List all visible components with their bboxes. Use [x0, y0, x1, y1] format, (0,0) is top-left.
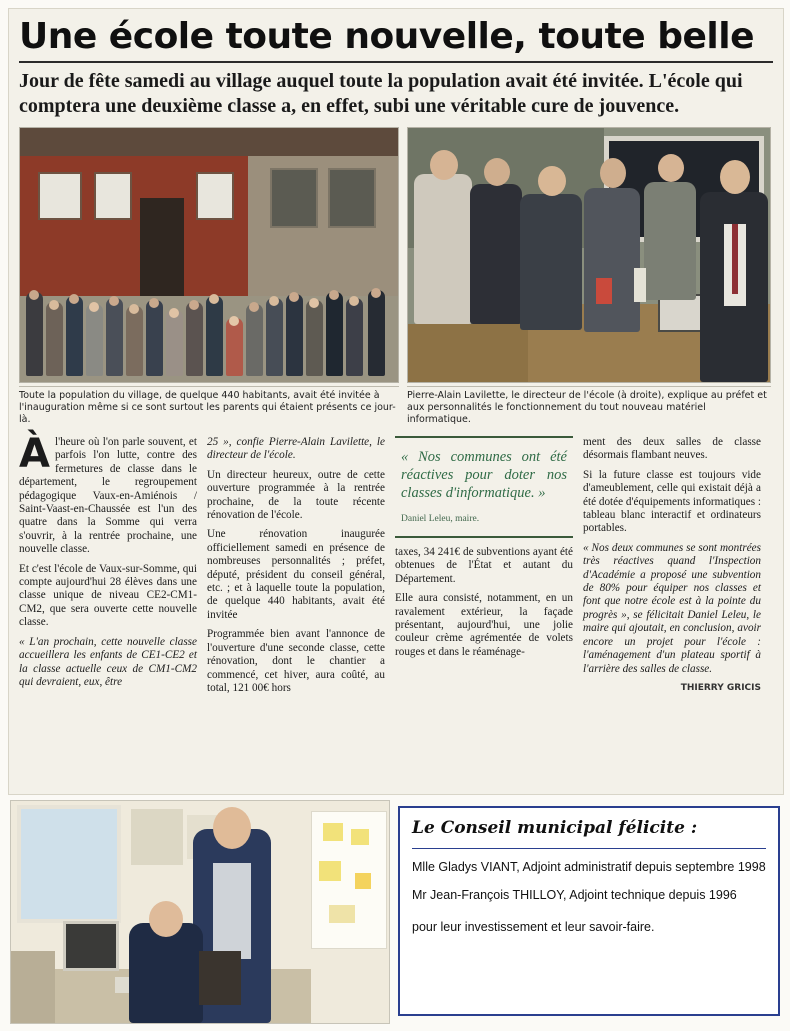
paragraph: 25 », confie Pierre-Alain Lavilette, le directeur de l'école. [207, 436, 385, 462]
paragraph: taxes, 34 241€ de subventions ayant été obtenues de l'État et autant du Département. [395, 546, 573, 585]
standfirst: Jour de fête samedi au village auquel toute la population avait été invitée. L'école qui comptera une deuxième classe a, en effet, subi une véritable cure de jouvence. [19, 70, 743, 117]
photo-row [19, 127, 773, 426]
council-person-1: Mlle Gladys VIANT, Adjoint administratif depuis septembre 1998 [412, 860, 766, 874]
article-column-2 [207, 436, 385, 701]
paragraph: Programmée bien avant l'annonce de l'ouverture d'une seconde classe, cette rénovation, dont le chantier a commencé, cet hiver, aura coûté, au total, 121 00€ hors [207, 628, 385, 694]
photo-block-right [407, 127, 771, 426]
council-divider [412, 848, 766, 849]
council-person-2: Mr Jean-François THILLOY, Adjoint technique depuis 1996 [412, 888, 737, 902]
article-columns [19, 431, 773, 701]
pull-quote-text: « Nos communes ont été réactives pour doter nos classes d'informatique. » [401, 449, 567, 501]
newspaper-clipping [8, 8, 784, 795]
photo-block-left [19, 127, 399, 426]
council-closing-note: pour leur investissement et leur savoir-faire. [412, 920, 655, 934]
council-congratulations-box [398, 806, 780, 1016]
photo-classroom-demo [407, 127, 771, 383]
paragraph: ment des deux salles de classe désormais flambant neuves. [583, 436, 761, 462]
paragraph: Une rénovation inaugurée officiellement samedi en présence de nombreuses personnalités ; préfet, député, président du conseil général, etc. ; et à laquelle toute la population, de quelque 440 habitants, avait été invitée [207, 528, 385, 621]
pull-quote [395, 436, 573, 538]
paragraph: Un directeur heureux, outre de cette ouverture programmée à la rentrée prochaine, de la toute récente rénovation de l'école. [207, 468, 385, 522]
pull-quote-attribution: Daniel Leleu, maire. [401, 514, 480, 524]
paragraph: Et c'est l'école de Vaux-sur-Somme, qui compte aujourd'hui 28 élèves dans une classe unique de niveau CE2-CM1-CM2, que sera ouverte cette nouvelle classe. [19, 562, 197, 629]
article-column-3 [395, 436, 573, 701]
byline: THIERRY GRICIS [680, 682, 761, 693]
council-title: Le Conseil municipal félicite : [412, 818, 698, 838]
paragraph: « Nos deux communes se sont montrées très réactives quand l'Inspection d'Académie a proposé une subvention de 80% pour équiper nos classes et font que notre école est à la pointe du progrès », se félicitait Daniel Leleu, le maire qui ajoutait, en conclusion, avoir encore un projet pour l'école : l'aménagement d'un plateau sportif à l'arrière des salles de classe. [583, 541, 761, 675]
photo-office-staff [10, 800, 390, 1024]
paragraph: Si la future classe est toujours vide d'ameublement, celle qui existait déjà a été dotée d'équipements informatiques : tableau blanc interactif et ordinateurs portables. [583, 468, 761, 535]
paragraph: Àl'heure où l'on parle souvent, et parfois l'on lutte, contre des fermetures de classe dans le département, le regroupement pédagogique Vaux-en-Amiénois / Saint-Vaast-en-Chaussée est l'un des quatre dans la Somme qui verra s'ouvrir, à la rentrée prochaine, une nouvelle classe. [19, 431, 197, 556]
paragraph: « L'an prochain, cette nouvelle classe accueillera les enfants de CE1-CE2 et la classe actuelle ceux de CM1-CM2 qui devraient, eux, être [19, 635, 197, 688]
page-title: Une école toute nouvelle, toute belle [19, 16, 755, 57]
caption-left: Toute la population du village, de quelque 440 habitants, avait été invitée à l'inauguration même si ce sont surtout les parents qui étaient présents ce jour-là. [19, 386, 399, 426]
paragraph: Elle aura consisté, notamment, en un ravalement extérieur, la façade présentant, aujourd'hui, une jolie couleur crème agrémentée de volets rouges et dans le réaménage- [395, 592, 573, 658]
article-column-4 [583, 436, 761, 701]
crowd-figures [20, 238, 399, 382]
article-column-1 [19, 431, 197, 701]
caption-right: Pierre-Alain Lavilette, le directeur de l'école (à droite), explique au préfet et aux personnalités le fonctionnement du tout nouveau matériel informatique. [407, 386, 771, 426]
headline-divider [19, 61, 773, 63]
photo-village-inauguration [19, 127, 399, 383]
